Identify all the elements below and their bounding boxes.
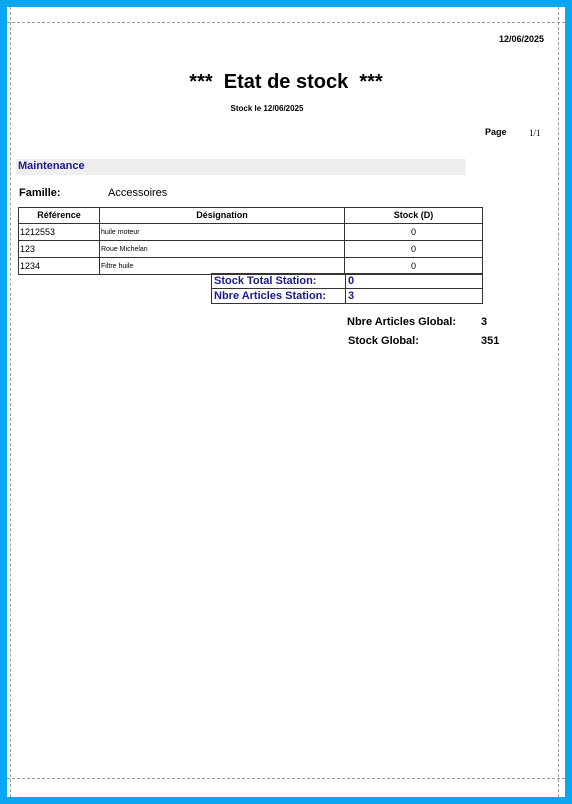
report-date: 12/06/2025 bbox=[498, 34, 544, 44]
table-row bbox=[19, 224, 483, 241]
cell-designation: Filtre huile bbox=[100, 258, 345, 275]
family-label: Famille: bbox=[19, 187, 61, 199]
column-header-reference: Référence bbox=[19, 208, 100, 224]
station-totals-table bbox=[211, 273, 483, 304]
station-stock-row bbox=[212, 274, 483, 289]
station-articles-label: Nbre Articles Station: bbox=[212, 289, 346, 304]
station-articles-value: 3 bbox=[346, 289, 483, 304]
margin-guide-right bbox=[558, 7, 559, 797]
margin-guide-top bbox=[7, 22, 565, 23]
cell-stock: 0 bbox=[345, 241, 483, 258]
margin-guide-bottom bbox=[7, 778, 565, 779]
global-articles-label: Nbre Articles Global: bbox=[347, 316, 457, 328]
cell-designation: Roue Michelan bbox=[100, 241, 345, 258]
page-label: Page bbox=[485, 127, 507, 137]
station-stock-label: Stock Total Station: bbox=[212, 274, 346, 289]
report-page bbox=[7, 7, 565, 797]
table-row bbox=[19, 241, 483, 258]
cell-reference: 1234 bbox=[19, 258, 100, 275]
column-header-designation: Désignation bbox=[100, 208, 345, 224]
family-value: Accessoires bbox=[108, 187, 168, 199]
cell-stock: 0 bbox=[345, 258, 483, 275]
report-title: *** Etat de stock *** bbox=[189, 71, 383, 93]
global-articles-value: 3 bbox=[481, 316, 488, 328]
station-stock-value: 0 bbox=[346, 274, 483, 289]
page-number: 1/1 bbox=[529, 128, 541, 138]
global-stock-label: Stock Global: bbox=[348, 335, 419, 347]
cell-reference: 1212553 bbox=[19, 224, 100, 241]
cell-designation: huile moteur bbox=[100, 224, 345, 241]
global-stock-value: 351 bbox=[481, 335, 500, 347]
margin-guide-left bbox=[10, 7, 11, 797]
stock-table bbox=[18, 207, 483, 275]
station-articles-row bbox=[212, 289, 483, 304]
report-subtitle: Stock le 12/06/2025 bbox=[230, 104, 304, 113]
table-header-row bbox=[19, 208, 483, 224]
section-title: Maintenance bbox=[18, 160, 85, 172]
table-row bbox=[19, 258, 483, 275]
cell-stock: 0 bbox=[345, 224, 483, 241]
column-header-stock: Stock (D) bbox=[345, 208, 483, 224]
cell-reference: 123 bbox=[19, 241, 100, 258]
